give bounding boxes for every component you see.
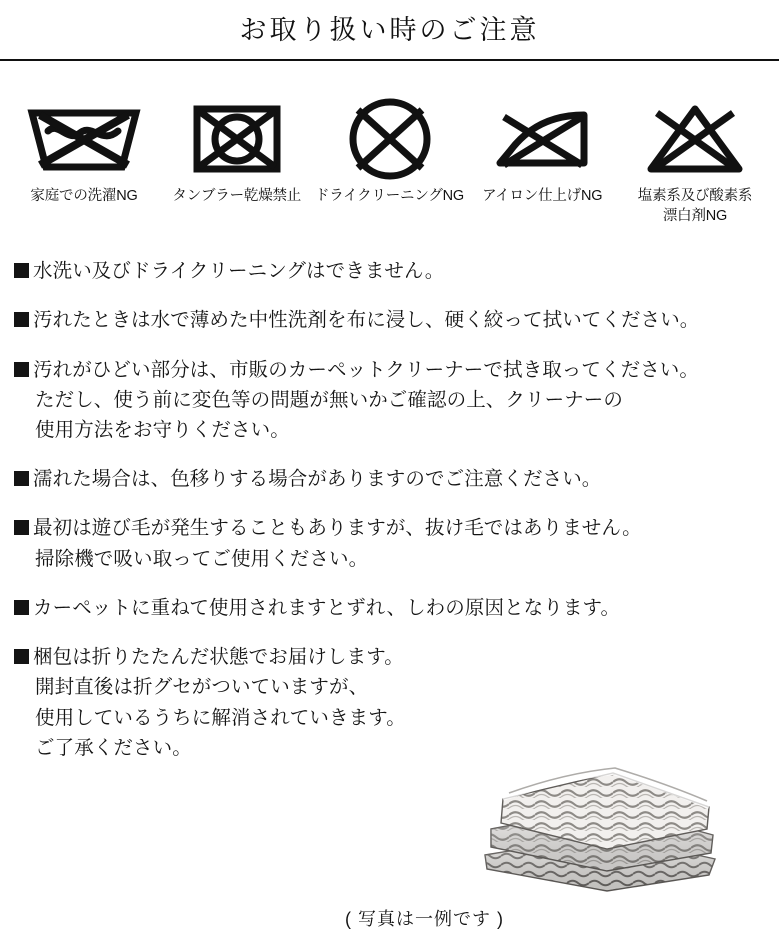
folded-blanket-photo	[457, 743, 727, 893]
note-item	[14, 256, 765, 286]
note-line: 掃除機で吸い取ってご使用ください。	[35, 547, 369, 570]
note-line	[14, 513, 765, 543]
square-bullet-icon	[14, 263, 29, 278]
care-symbol-item	[8, 97, 160, 207]
note-item	[14, 355, 765, 446]
care-symbol-item	[161, 97, 313, 207]
care-symbol-label	[638, 187, 752, 226]
note-line: ただし、使う前に変色等の問題が無いかご確認の上、クリーナーの	[35, 388, 624, 411]
note-text: カーペットに重ねて使用されますとずれ、しわの原因となります。	[33, 596, 621, 619]
note-line: 使用しているうちに解消されていきます。	[35, 706, 406, 729]
note-text: 濡れた場合は、色移りする場合がありますのでご注意ください。	[33, 468, 602, 491]
tumble-dry-crossed-icon	[189, 97, 285, 181]
note-text: 汚れがひどい部分は、市販のカーペットクリーナーで拭き取ってください。	[33, 358, 700, 381]
care-symbol-label: 家庭での洗濯NG	[30, 188, 138, 204]
page-header	[0, 0, 779, 61]
notes-list	[0, 226, 779, 763]
note-line	[14, 464, 765, 494]
square-bullet-icon	[14, 520, 29, 535]
note-item	[14, 464, 765, 494]
bleach-crossed-icon	[645, 97, 745, 181]
note-line	[14, 642, 765, 672]
photo-caption: ( 写真は一例です )	[345, 909, 504, 929]
note-line	[14, 256, 765, 286]
note-item	[14, 513, 765, 573]
note-text: 梱包は折りたたんだ状態でお届けします。	[33, 646, 404, 669]
note-text: 水洗い及びドライクリーニングはできません。	[33, 260, 445, 283]
note-line: 開封直後は折グセがついていますが、	[35, 676, 369, 699]
note-item	[14, 593, 765, 623]
care-symbol-label: アイロン仕上げNG	[482, 188, 603, 204]
care-symbol-item	[466, 97, 618, 207]
care-symbol-item	[619, 97, 771, 226]
note-line: ご了承ください。	[35, 736, 192, 759]
wash-basin-crossed-icon	[26, 97, 142, 181]
square-bullet-icon	[14, 362, 29, 377]
care-symbol-label: タンブラー乾燥禁止	[172, 188, 302, 204]
care-symbol-row	[0, 61, 779, 226]
note-text: 汚れたときは水で薄めた中性洗剤を布に浸し、硬く絞って拭いてください。	[33, 309, 700, 332]
care-symbol-label-line1: 塩素系及び酸素系	[637, 188, 753, 204]
note-item	[14, 305, 765, 335]
square-bullet-icon	[14, 600, 29, 615]
note-line	[14, 305, 765, 335]
note-line	[14, 355, 765, 385]
square-bullet-icon	[14, 649, 29, 664]
iron-crossed-icon	[492, 97, 592, 181]
square-bullet-icon	[14, 471, 29, 486]
square-bullet-icon	[14, 312, 29, 327]
care-symbol-label-line2: 漂白剤NG	[662, 207, 728, 224]
dry-clean-crossed-icon	[344, 97, 436, 181]
note-line: 使用方法をお守りください。	[35, 419, 290, 441]
care-symbol-item	[314, 97, 466, 207]
note-text: 最初は遊び毛が発生することもありますが、抜け毛ではありません。	[33, 517, 642, 540]
care-symbol-label: ドライクリーニングNG	[314, 188, 465, 204]
note-line	[14, 593, 765, 623]
page-title: お取り扱い時のご注意	[239, 15, 540, 45]
